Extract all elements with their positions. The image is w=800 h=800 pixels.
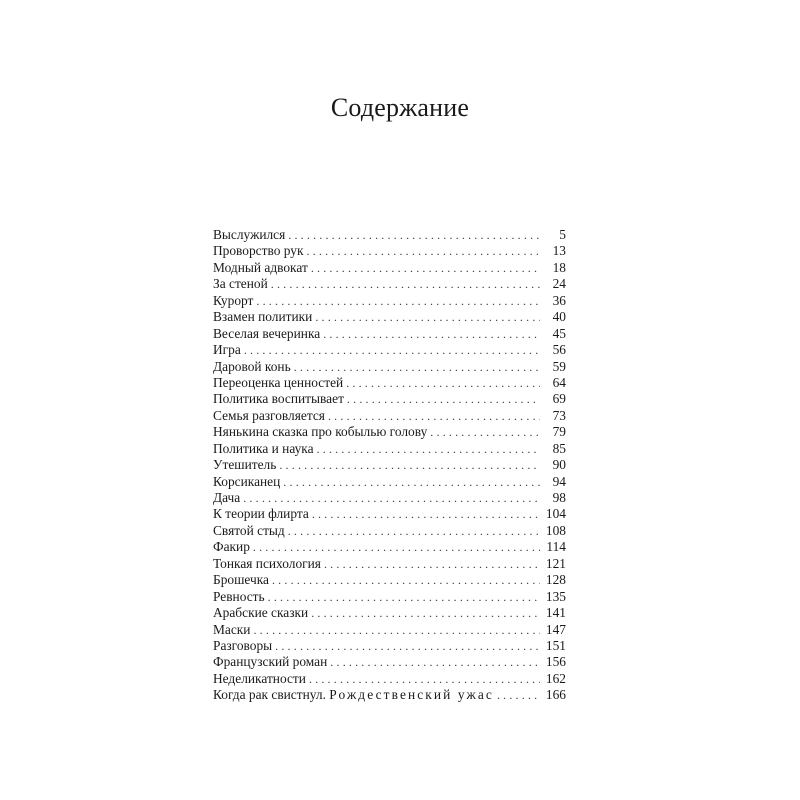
- toc-entry-page: 156: [545, 654, 566, 670]
- toc-entry: [213, 572, 566, 588]
- toc-entry: [213, 638, 566, 654]
- toc-entry-page: 108: [545, 522, 566, 538]
- toc-entry-page: 151: [545, 637, 566, 653]
- toc-entry-title-spaced: Рождественский ужас: [329, 687, 494, 703]
- dot-leader: [253, 622, 540, 638]
- dot-leader: [323, 326, 540, 342]
- toc-entry: [213, 506, 566, 522]
- toc-entry: [213, 539, 566, 555]
- toc-entry: [213, 375, 566, 391]
- toc-entry-page: 128: [545, 572, 566, 588]
- dot-leader: [243, 490, 540, 506]
- dot-leader: [272, 572, 540, 588]
- toc-entry-page: 40: [552, 309, 566, 325]
- dot-leader: [330, 654, 540, 670]
- dot-leader: [346, 375, 540, 391]
- toc-entry: [213, 260, 566, 276]
- toc-entry: [213, 293, 566, 309]
- toc-entry: [213, 359, 566, 375]
- dot-leader: [268, 589, 540, 605]
- dot-leader: [256, 293, 540, 309]
- dot-leader: [288, 523, 540, 539]
- toc-entry: [213, 243, 566, 259]
- toc-entry-title: Переоценка ценностей: [213, 374, 344, 390]
- toc-entry-title: Брошечка: [213, 572, 269, 588]
- toc-entry-title: Маски: [213, 621, 251, 637]
- toc-entry: [213, 687, 566, 703]
- toc-entry: [213, 654, 566, 670]
- toc-entry-page: 166: [545, 687, 566, 703]
- toc-entry-page: 13: [552, 243, 566, 259]
- toc-entry-title: Тонкая психология: [213, 555, 321, 571]
- toc-entry-title: Даровой конь: [213, 358, 291, 374]
- toc-entry-title: Утешитель: [213, 457, 277, 473]
- toc-entry-title: Семья разговляется: [213, 407, 325, 423]
- toc-entry: [213, 276, 566, 292]
- dot-leader: [315, 309, 540, 325]
- toc-entry-page: 135: [545, 588, 566, 604]
- table-of-contents: [213, 227, 566, 704]
- toc-entry-page: 5: [559, 227, 566, 242]
- toc-entry-title: Неделикатности: [213, 670, 306, 686]
- toc-entry: [213, 490, 566, 506]
- dot-leader: [288, 227, 540, 243]
- toc-entry: [213, 556, 566, 572]
- toc-entry-page: 104: [545, 506, 566, 522]
- toc-entry-title: Французский роман: [213, 654, 328, 670]
- toc-entry: [213, 671, 566, 687]
- toc-entry-page: 141: [545, 605, 566, 621]
- toc-entry-page: 85: [552, 440, 566, 456]
- toc-entry-page: 45: [552, 325, 566, 341]
- dot-leader: [328, 408, 540, 424]
- dot-leader: [279, 457, 540, 473]
- toc-entry-title: Дача: [213, 490, 241, 505]
- dot-leader: [275, 638, 540, 654]
- toc-entry: [213, 326, 566, 342]
- toc-entry-page: 79: [552, 424, 566, 440]
- dot-leader: [497, 687, 540, 703]
- toc-entry-page: 90: [552, 457, 566, 473]
- toc-entry: [213, 342, 566, 358]
- toc-entry-title: Разговоры: [213, 637, 273, 653]
- toc-entry-page: 69: [552, 391, 566, 407]
- toc-entry-title: Игра: [213, 342, 241, 358]
- toc-entry-title-main: Когда рак свистнул.: [213, 687, 326, 703]
- page-title: Содержание: [330, 93, 470, 122]
- toc-entry-page: 36: [552, 292, 566, 308]
- toc-entry-title: Факир: [213, 539, 250, 555]
- toc-entry: [213, 457, 566, 473]
- dot-leader: [317, 441, 540, 457]
- toc-entry-title: Нянькина сказка про кобылью голову: [213, 424, 428, 440]
- dot-leader: [244, 342, 540, 358]
- toc-entry-title: Выслужился: [213, 227, 286, 242]
- toc-entry: [213, 523, 566, 539]
- toc-entry: [213, 424, 566, 440]
- dot-leader: [311, 260, 540, 276]
- toc-entry-page: 147: [545, 621, 566, 637]
- toc-entry-page: 162: [545, 670, 566, 686]
- dot-leader: [309, 671, 540, 687]
- toc-entry: [213, 309, 566, 325]
- dot-leader: [271, 276, 540, 292]
- toc-entry: [213, 227, 566, 243]
- toc-entry-title: Веселая вечеринка: [213, 325, 321, 341]
- dot-leader: [253, 539, 540, 555]
- toc-entry-title: Политика и наука: [213, 440, 314, 456]
- toc-entry-title: К теории флирта: [213, 506, 309, 522]
- toc-entry-title: Политика воспитывает: [213, 391, 344, 407]
- dot-leader: [430, 424, 540, 440]
- toc-entry-page: 18: [552, 259, 566, 275]
- dot-leader: [283, 474, 540, 490]
- toc-entry-title: Арабские сказки: [213, 605, 309, 621]
- toc-entry: [213, 408, 566, 424]
- dot-leader: [294, 359, 540, 375]
- toc-entry: [213, 391, 566, 407]
- toc-entry-title: Взамен политики: [213, 309, 313, 325]
- toc-entry-page: 98: [552, 490, 566, 505]
- toc-entry-page: 73: [552, 407, 566, 423]
- toc-entry-page: 56: [552, 342, 566, 358]
- toc-entry-title: Модный адвокат: [213, 259, 308, 275]
- toc-entry-page: 94: [552, 473, 566, 489]
- toc-entry: [213, 474, 566, 490]
- toc-entry-title: Проворство рук: [213, 243, 304, 259]
- toc-entry: [213, 622, 566, 638]
- toc-entry-page: 114: [546, 539, 566, 555]
- toc-entry-title: Курорт: [213, 292, 254, 308]
- toc-entry-title: Ревность: [213, 588, 265, 604]
- toc-entry-title: За стеной: [213, 276, 268, 292]
- toc-entry: [213, 441, 566, 457]
- toc-entry: [213, 605, 566, 621]
- toc-entry-page: 121: [545, 555, 566, 571]
- dot-leader: [312, 506, 540, 522]
- toc-entry-title: Корсиканец: [213, 473, 281, 489]
- dot-leader: [311, 605, 540, 621]
- toc-entry-page: 24: [552, 276, 566, 292]
- toc-entry-title: [213, 687, 497, 703]
- toc-entry: [213, 589, 566, 605]
- dot-leader: [324, 556, 540, 572]
- toc-entry-page: 59: [552, 358, 566, 374]
- dot-leader: [347, 391, 540, 407]
- toc-entry-page: 64: [552, 374, 566, 390]
- dot-leader: [306, 243, 540, 259]
- toc-entry-title: Святой стыд: [213, 522, 285, 538]
